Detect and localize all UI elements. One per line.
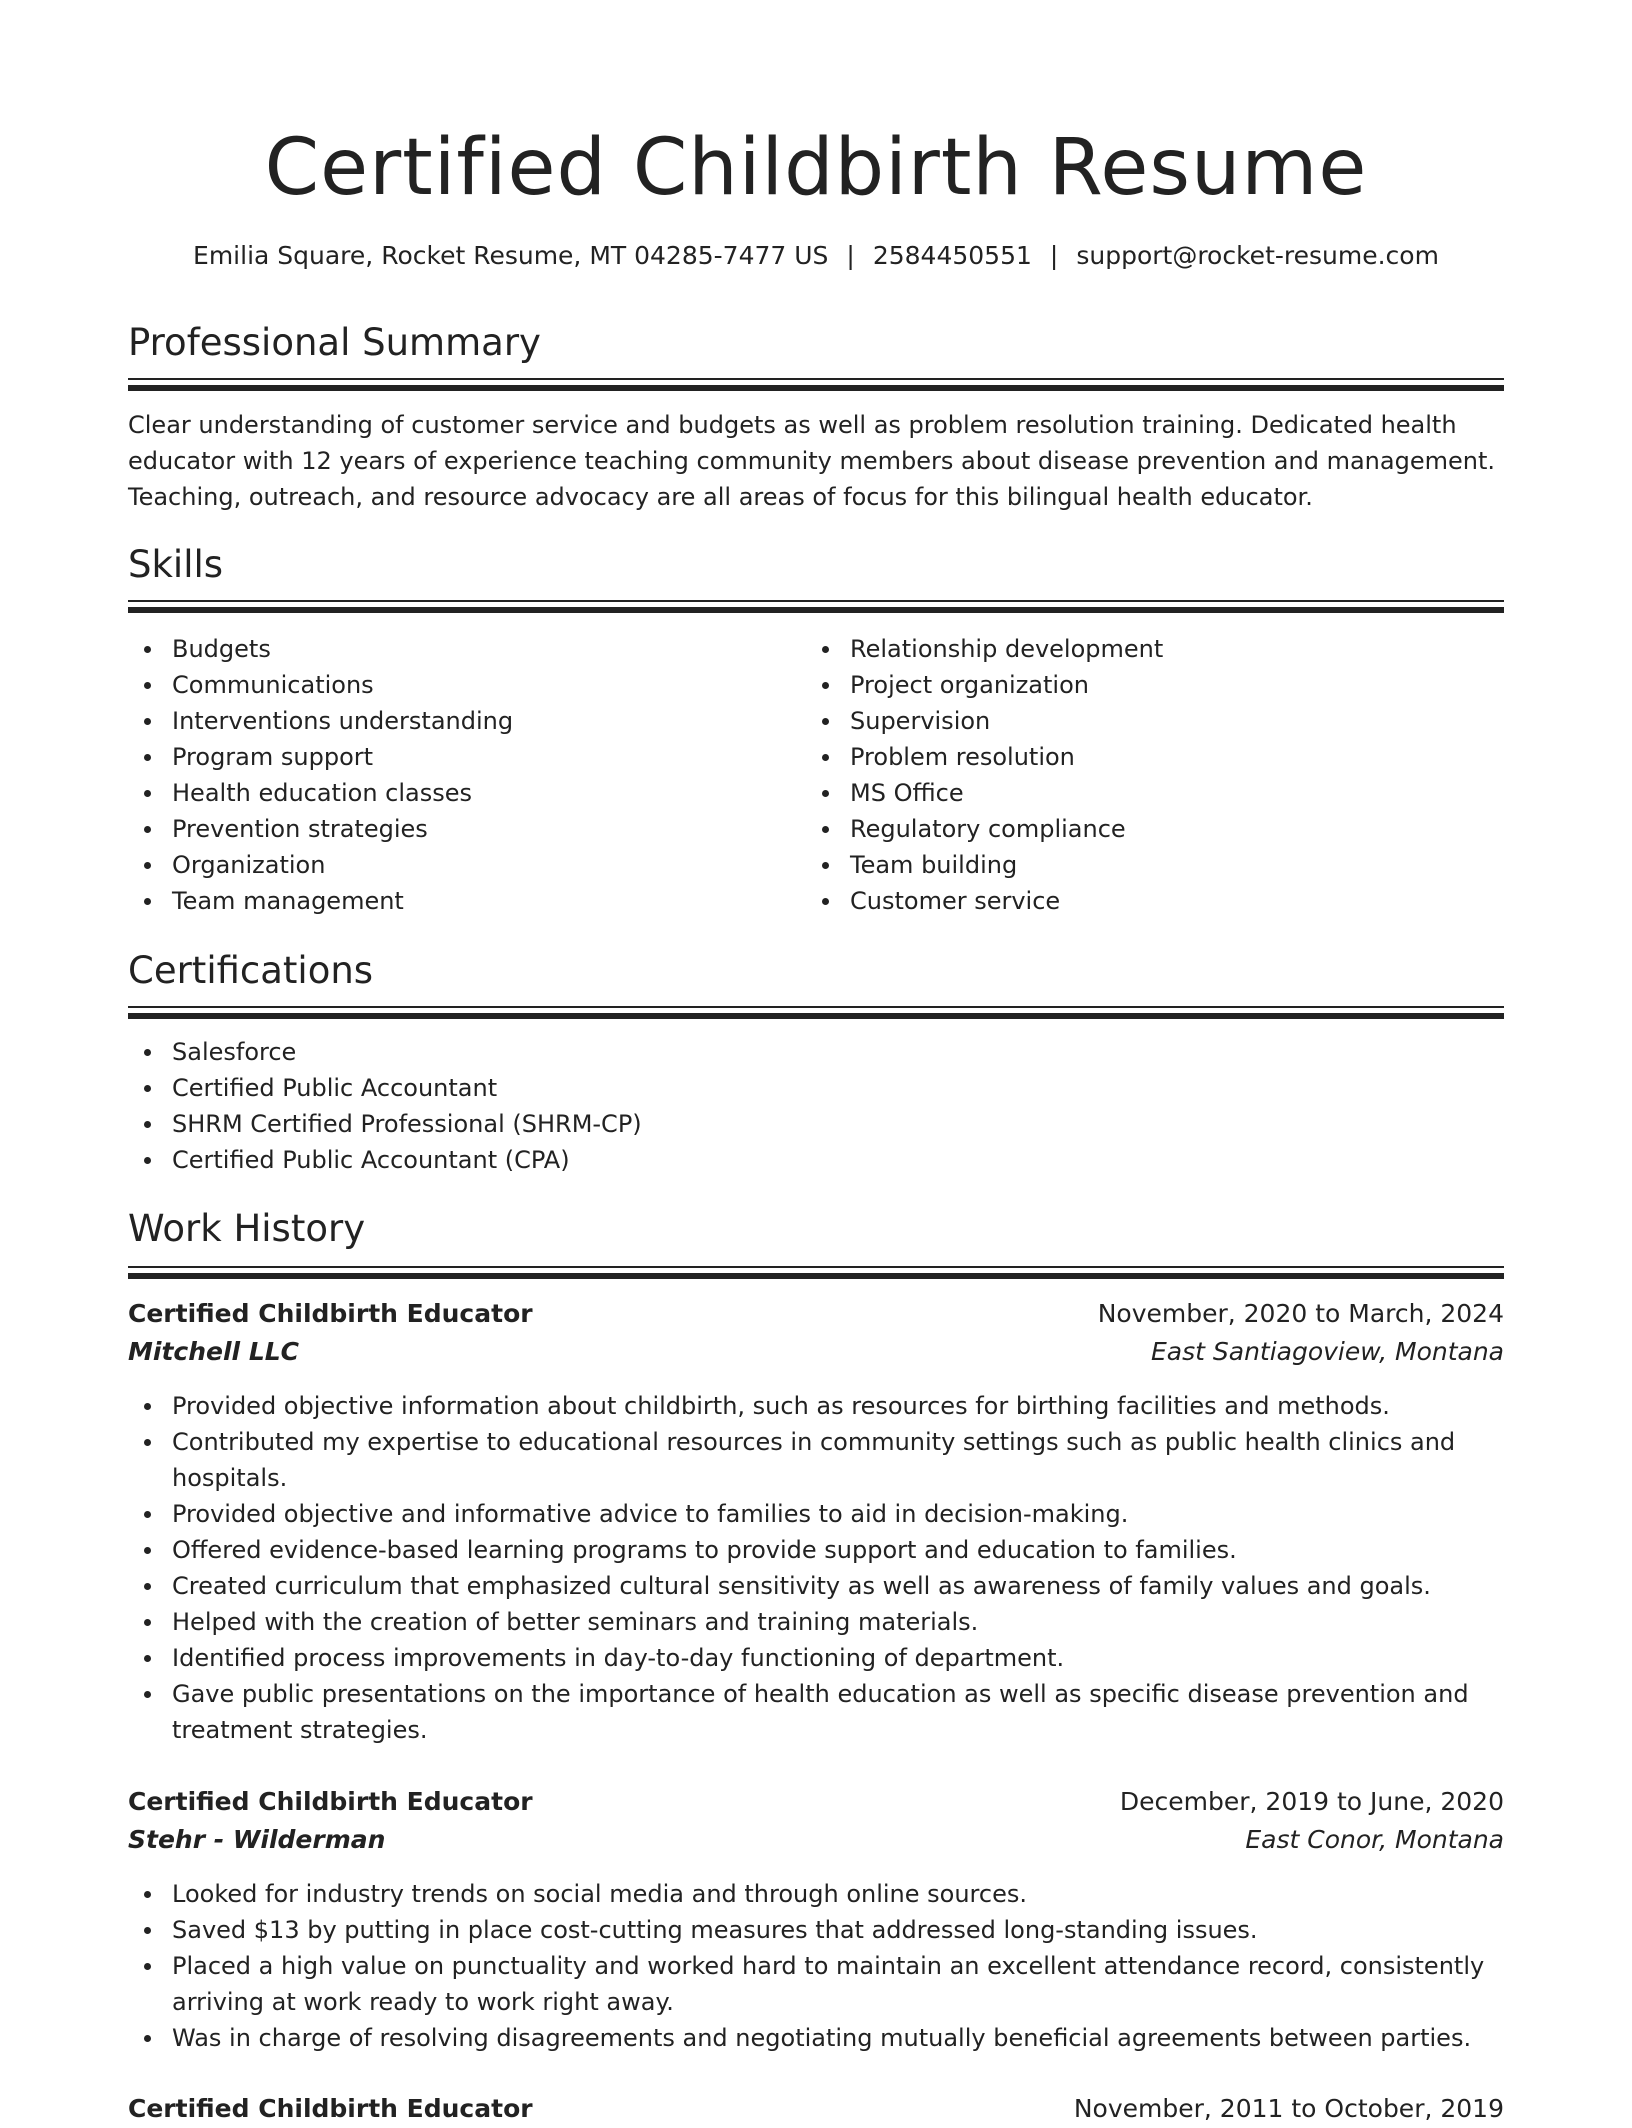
section-divider [128, 1266, 1504, 1280]
job-bullet: Offered evidence-based learning programs to provide support and education to families. [172, 1532, 1504, 1568]
job-title: Certified Childbirth Educator [128, 2094, 533, 2123]
job-bullet: Placed a high value on punctuality and worked hard to maintain an excellent attendance record, consistently arriving at work ready to work right away. [172, 1948, 1504, 2020]
job-dates: December, 2019 to June, 2020 [1119, 1787, 1504, 1816]
section-divider [128, 600, 1504, 614]
job-bullet: Provided objective information about childbirth, such as resources for birthing facilities and methods. [172, 1388, 1504, 1424]
job-bullet-list [128, 1388, 1504, 1748]
skill-item: Regulatory compliance [850, 811, 1500, 847]
certification-item: SHRM Certified Professional (SHRM-CP) [172, 1106, 1504, 1142]
contact-phone: 2584450551 [872, 241, 1032, 270]
skill-item: Project organization [850, 667, 1500, 703]
skill-item: Team building [850, 847, 1500, 883]
job-bullet-list [128, 1876, 1504, 2056]
contact-line [128, 236, 1504, 276]
section-divider [128, 378, 1504, 392]
job-bullet: Gave public presentations on the importance of health education as well as specific disease prevention and treatment strategies. [172, 1676, 1504, 1748]
certification-item: Certified Public Accountant [172, 1070, 1504, 1106]
job-dates: November, 2020 to March, 2024 [1097, 1299, 1504, 1328]
skill-item: MS Office [850, 775, 1500, 811]
skills-list-left [128, 631, 812, 919]
job-bullet: Looked for industry trends on social media and through online sources. [172, 1876, 1504, 1912]
skill-item: Customer service [850, 883, 1500, 919]
section-title-skills: Skills [128, 543, 224, 586]
section-title-certifications: Certifications [128, 949, 374, 992]
contact-separator: | [1049, 241, 1059, 270]
job-location: East Conor, Montana [1245, 1825, 1504, 1854]
skill-item: Supervision [850, 703, 1500, 739]
skill-item: Problem resolution [850, 739, 1500, 775]
skill-item: Interventions understanding [172, 703, 812, 739]
job-title: Certified Childbirth Educator [128, 1787, 533, 1816]
skill-item: Program support [172, 739, 812, 775]
job-title: Certified Childbirth Educator [128, 1299, 533, 1328]
summary-text: Clear understanding of customer service and budgets as well as problem resolution training. Dedicated health educator with 12 years of experience teaching community members about disease prevention and management. Teaching, outreach, and resource advocacy are all areas of focus for this bilingual health educator. [128, 411, 1495, 511]
certification-item: Certified Public Accountant (CPA) [172, 1142, 1504, 1178]
job-bullet: Provided objective and informative advice to families to aid in decision-making. [172, 1496, 1504, 1532]
certifications-list [128, 1034, 1504, 1178]
section-divider [128, 1006, 1504, 1020]
skill-item: Budgets [172, 631, 812, 667]
contact-separator: | [846, 241, 855, 270]
contact-email: support@rocket-resume.com [1076, 241, 1439, 270]
job-company: Stehr - Wilderman [128, 1825, 386, 1854]
job-bullet: Helped with the creation of better seminars and training materials. [172, 1604, 1504, 1640]
section-title-work-history: Work History [128, 1207, 366, 1250]
job-bullet: Saved $13 by putting in place cost-cutting measures that addressed long-standing issues. [172, 1912, 1504, 1948]
section-title-summary: Professional Summary [128, 321, 541, 364]
skill-item: Prevention strategies [172, 811, 812, 847]
job-bullet: Contributed my expertise to educational resources in community settings such as public health clinics and hospitals. [172, 1424, 1504, 1496]
skill-item: Relationship development [850, 631, 1500, 667]
skill-item: Communications [172, 667, 812, 703]
contact-address: Emilia Square, Rocket Resume, MT 04285-7477 US [193, 241, 829, 270]
certification-item: Salesforce [172, 1034, 1504, 1070]
job-bullet: Was in charge of resolving disagreements and negotiating mutually beneficial agreements between parties. [172, 2020, 1504, 2056]
skill-item: Health education classes [172, 775, 812, 811]
job-dates: November, 2011 to October, 2019 [1073, 2094, 1504, 2123]
skills-list-right [806, 631, 1500, 919]
job-bullet: Identified process improvements in day-to-day functioning of department. [172, 1640, 1504, 1676]
job-bullet: Created curriculum that emphasized cultural sensitivity as well as awareness of family values and goals. [172, 1568, 1504, 1604]
skill-item: Team management [172, 883, 812, 919]
job-location: East Santiagoview, Montana [1150, 1337, 1504, 1366]
skill-item: Organization [172, 847, 812, 883]
job-company: Mitchell LLC [128, 1337, 300, 1366]
resume-title: Certified Childbirth Resume [264, 123, 1368, 213]
